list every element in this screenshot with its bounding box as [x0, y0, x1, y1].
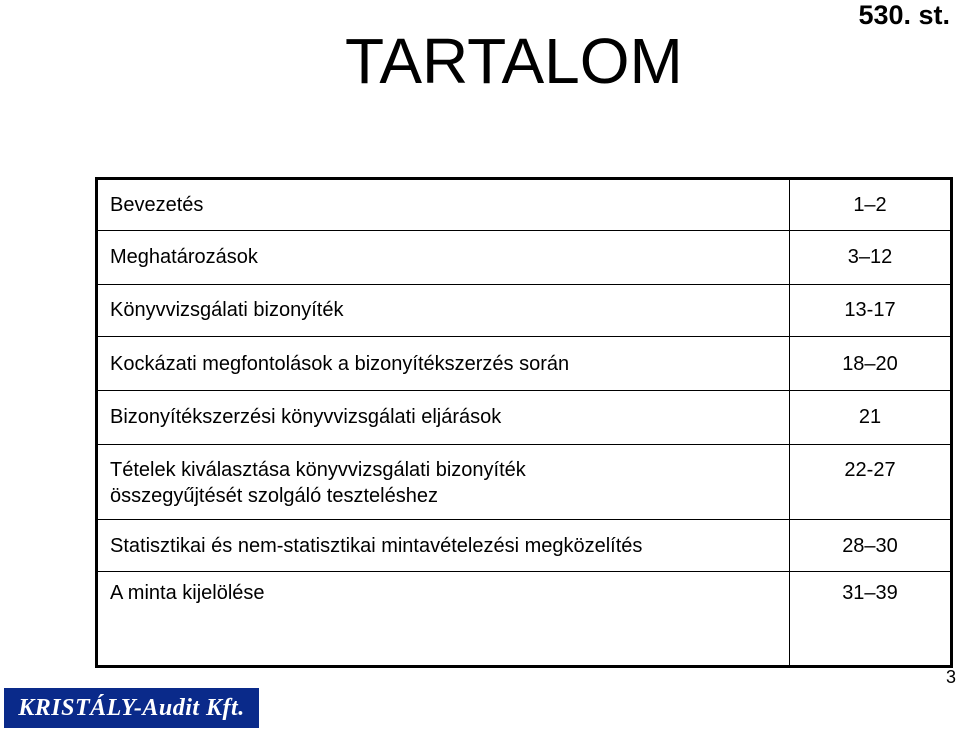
page-number: 3: [945, 667, 956, 687]
toc-pages: 13-17: [790, 284, 952, 336]
toc-section-line: összegyűjtését szolgáló teszteléshez: [110, 484, 438, 507]
page-title: TARTALOM: [345, 25, 683, 97]
company-logo: KRISTÁLY-Audit Kft.: [4, 688, 259, 728]
table-of-contents: [95, 177, 953, 668]
toc-row: [97, 284, 952, 336]
toc-section: Kockázati megfontolások a bizonyítékszerzés során: [97, 336, 790, 390]
toc-row: [97, 572, 952, 667]
toc-section: Könyvvizsgálati bizonyíték: [97, 284, 790, 336]
toc-row: [97, 520, 952, 572]
standard-number: 530. st.: [858, 0, 950, 30]
toc-section: A minta kijelölése: [97, 572, 790, 667]
toc-section-line: Tételek kiválasztása könyvvizsgálati bizonyíték: [110, 458, 526, 481]
toc-row: [97, 391, 952, 444]
toc-pages: 3–12: [790, 231, 952, 284]
toc-pages: 18–20: [790, 336, 952, 390]
toc-pages: 21: [790, 391, 952, 444]
toc-row: [97, 336, 952, 390]
toc-pages: 31–39: [790, 572, 952, 667]
toc-section: [97, 444, 790, 519]
toc-section: Bizonyítékszerzési könyvvizsgálati eljárások: [97, 391, 790, 444]
toc-row: [97, 179, 952, 231]
toc-section: Statisztikai és nem-statisztikai mintavételezési megközelítés: [97, 520, 790, 572]
toc-row: [97, 231, 952, 284]
toc-pages: 22-27: [790, 444, 952, 519]
toc-row: [97, 444, 952, 519]
toc-pages: 1–2: [790, 179, 952, 231]
toc-section: Meghatározások: [97, 231, 790, 284]
toc-section: Bevezetés: [97, 179, 790, 231]
toc-pages: 28–30: [790, 520, 952, 572]
